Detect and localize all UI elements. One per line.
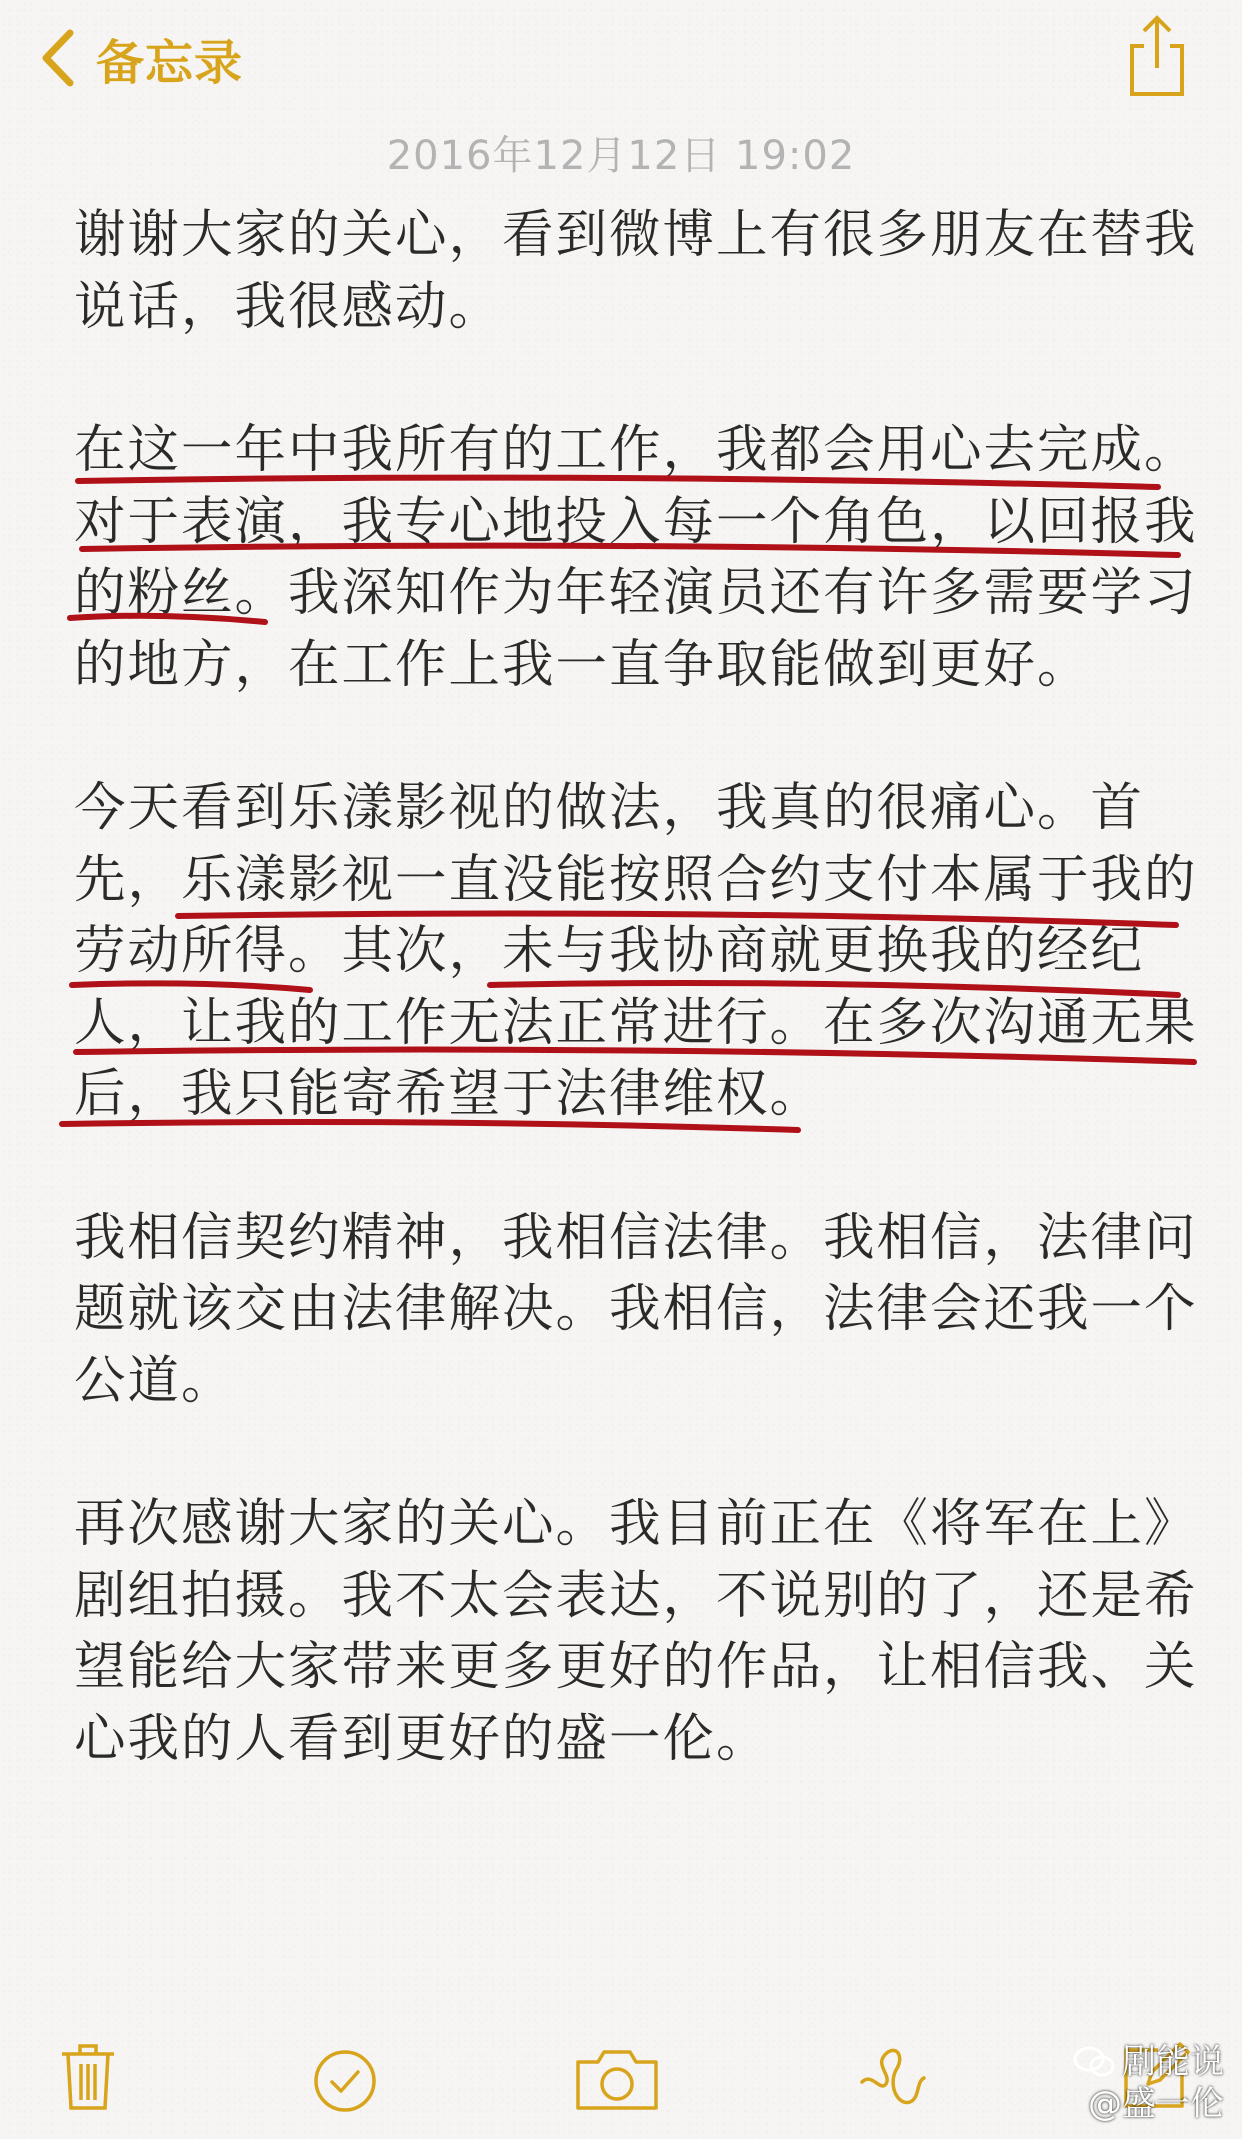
sketch-icon xyxy=(858,2042,928,2116)
text-line: 今天看到乐漾影视的做法，我真的很痛心。首 xyxy=(74,778,1145,838)
text-line: 说话，我很感动。 xyxy=(74,276,503,337)
text-line: 再次感谢大家的关心。我目前正在《将军在上》 xyxy=(74,1494,1198,1554)
text-line: 望能给大家带来更多更好的作品，让相信我、关 xyxy=(74,1637,1198,1697)
text-line: 谢谢大家的关心，看到微博上有很多朋友在替我 xyxy=(74,205,1198,265)
text-line: 人，让我的工作无法正常进行。在多次沟通无果 xyxy=(74,992,1198,1053)
bottom-toolbar xyxy=(0,2020,1242,2139)
text-line: 题就该交由法律解决。我相信，法律会还我一个 xyxy=(74,1279,1198,1339)
text-line: 在这一年中我所有的工作，我都会用心去完成。 xyxy=(74,420,1198,480)
paragraph xyxy=(74,1489,1198,1775)
camera-icon xyxy=(574,2046,660,2112)
watermark-author: @盛一伦 xyxy=(1088,2084,1224,2124)
text-line: 劳动所得。其次，未与我协商就更换我的经纪 xyxy=(74,921,1145,981)
back-label: 备忘录 xyxy=(96,34,244,91)
sketch-button[interactable] xyxy=(858,2042,928,2116)
text-line: 对于表演，我专心地投入每一个角色，以回报我 xyxy=(74,491,1198,552)
wechat-icon xyxy=(1072,2044,1116,2080)
text-line: 后，我只能寄希望于法律维权。 xyxy=(74,1064,824,1124)
note-body[interactable] xyxy=(74,200,1198,1847)
text-line: 先，乐漾影视一直没能按照合约支付本属于我的 xyxy=(74,849,1198,910)
text-line: 公道。 xyxy=(74,1350,235,1411)
checklist-button[interactable] xyxy=(312,2048,378,2114)
trash-icon xyxy=(58,2040,118,2112)
share-button[interactable] xyxy=(1122,12,1192,100)
paragraph xyxy=(74,415,1198,701)
chevron-left-icon xyxy=(38,27,78,89)
text-line: 的粉丝。我深知作为年轻演员还有许多需要学习 xyxy=(74,563,1198,623)
checklist-icon xyxy=(312,2048,378,2114)
note-date: 2016年12月12日 19:02 xyxy=(386,133,856,179)
watermark xyxy=(1072,2041,1224,2125)
back-button[interactable] xyxy=(38,22,243,94)
paragraph xyxy=(74,200,1198,343)
camera-button[interactable] xyxy=(574,2046,660,2112)
paragraph xyxy=(74,773,1198,1131)
paragraph xyxy=(74,1203,1198,1418)
text-line: 我相信契约精神，我相信法律。我相信，法律问 xyxy=(74,1207,1198,1268)
share-icon xyxy=(1122,12,1192,100)
watermark-source: 剧能说 xyxy=(1122,2042,1224,2082)
nav-bar xyxy=(0,0,1242,120)
text-line: 的地方，在工作上我一直争取能做到更好。 xyxy=(74,634,1091,695)
text-line: 剧组拍摄。我不太会表达，不说别的了，还是希 xyxy=(74,1565,1198,1626)
text-line: 心我的人看到更好的盛一伦。 xyxy=(74,1708,770,1769)
delete-button[interactable] xyxy=(58,2040,118,2112)
